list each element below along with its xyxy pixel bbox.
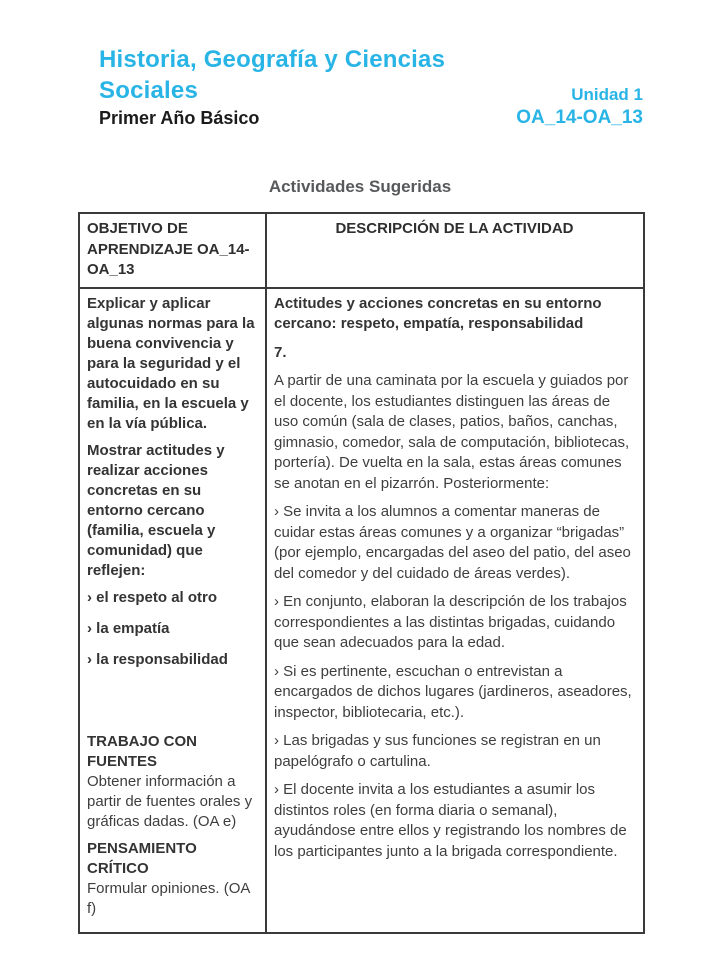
course-title-line2: Sociales xyxy=(99,77,198,104)
activity-bullet-5: › El docente invita a los estudiantes a asumir los distintos roles (en forma diaria o semanal), ayudándose entre ellos y registrando los nombres de los participantes junto a la brigada correspondiente. xyxy=(274,781,627,860)
course-title-line1: Historia, Geografía y Ciencias xyxy=(99,46,446,73)
objective-bullet-2: › la empatía xyxy=(87,619,170,637)
critico-text: Formular opiniones. (OA f) xyxy=(87,879,250,917)
activity-bullet-2: › En conjunto, elaboran la descripción de los trabajos correspondientes a las distintas brigadas, cuidando que sean adecuados para la edad. xyxy=(274,593,627,651)
fuentes-heading: TRABAJO CON FUENTES xyxy=(87,732,198,770)
objective-paragraph-2: Mostrar actitudes y realizar acciones concretas en su entorno cercano (familia, escuela y comunidad) que reflejen: xyxy=(87,441,225,579)
table-header-row xyxy=(79,213,644,288)
objective-column-header: OBJETIVO DE APRENDIZAJE OA_14-OA_13 xyxy=(79,213,266,288)
objective-cell xyxy=(79,288,266,933)
objective-bullet-1: › el respeto al otro xyxy=(87,588,218,606)
oa-code: OA_14-OA_13 xyxy=(516,107,643,128)
critico-heading: PENSAMIENTO CRÍTICO xyxy=(87,839,197,877)
activity-title: Actitudes y acciones concretas en su entorno cercano: respeto, empatía, responsabilidad xyxy=(274,294,602,332)
activity-bullet-4: › Las brigadas y sus funciones se registran en un papelógrafo o cartulina. xyxy=(274,732,601,770)
unit-label: Unidad 1 xyxy=(571,85,643,104)
activity-number: 7. xyxy=(274,343,287,361)
description-column-header: DESCRIPCIÓN DE LA ACTIVIDAD xyxy=(266,213,644,288)
activity-intro: A partir de una caminata por la escuela y guiados por el docente, los estudiantes distinguen las áreas de uso común (sala de clases, patios, baños, canchas, gimnasio, comedor, sala de computación, bibliotecas, portería). De vuelta en la sala, estas áreas comunes se anotan en el pizarrón. Posteriormente: xyxy=(274,372,630,492)
header-left xyxy=(99,44,445,130)
document-page xyxy=(0,44,720,934)
table-body-row xyxy=(79,288,644,933)
objective-bullet-3: › la responsabilidad xyxy=(87,650,228,668)
fuentes-text: Obtener información a partir de fuentes orales y gráficas dadas. (OA e) xyxy=(87,772,253,830)
activities-table xyxy=(78,212,645,934)
header-right xyxy=(516,83,643,130)
section-title: Actividades Sugeridas xyxy=(268,177,452,196)
activity-bullet-1: › Se invita a los alumnos a comentar maneras de cuidar estas áreas comunes y a organizar “brigadas” (por ejemplo, encargadas del aseo del patio, del aseo del comedor y del cuidado de áreas verdes). xyxy=(274,503,631,582)
activity-bullet-3: › Si es pertinente, escuchan o entrevistan a encargados de dichos lugares (jardineros, aseadores, inspector, bibliotecaria, etc.). xyxy=(274,662,632,721)
objective-paragraph-1: Explicar y aplicar algunas normas para la buena convivencia y para la seguridad y el autocuidado en su familia, en la escuela y en la vía pública. xyxy=(87,294,255,432)
document-header xyxy=(99,44,643,130)
grade-subtitle: Primer Año Básico xyxy=(99,108,260,128)
activity-cell xyxy=(266,288,644,933)
